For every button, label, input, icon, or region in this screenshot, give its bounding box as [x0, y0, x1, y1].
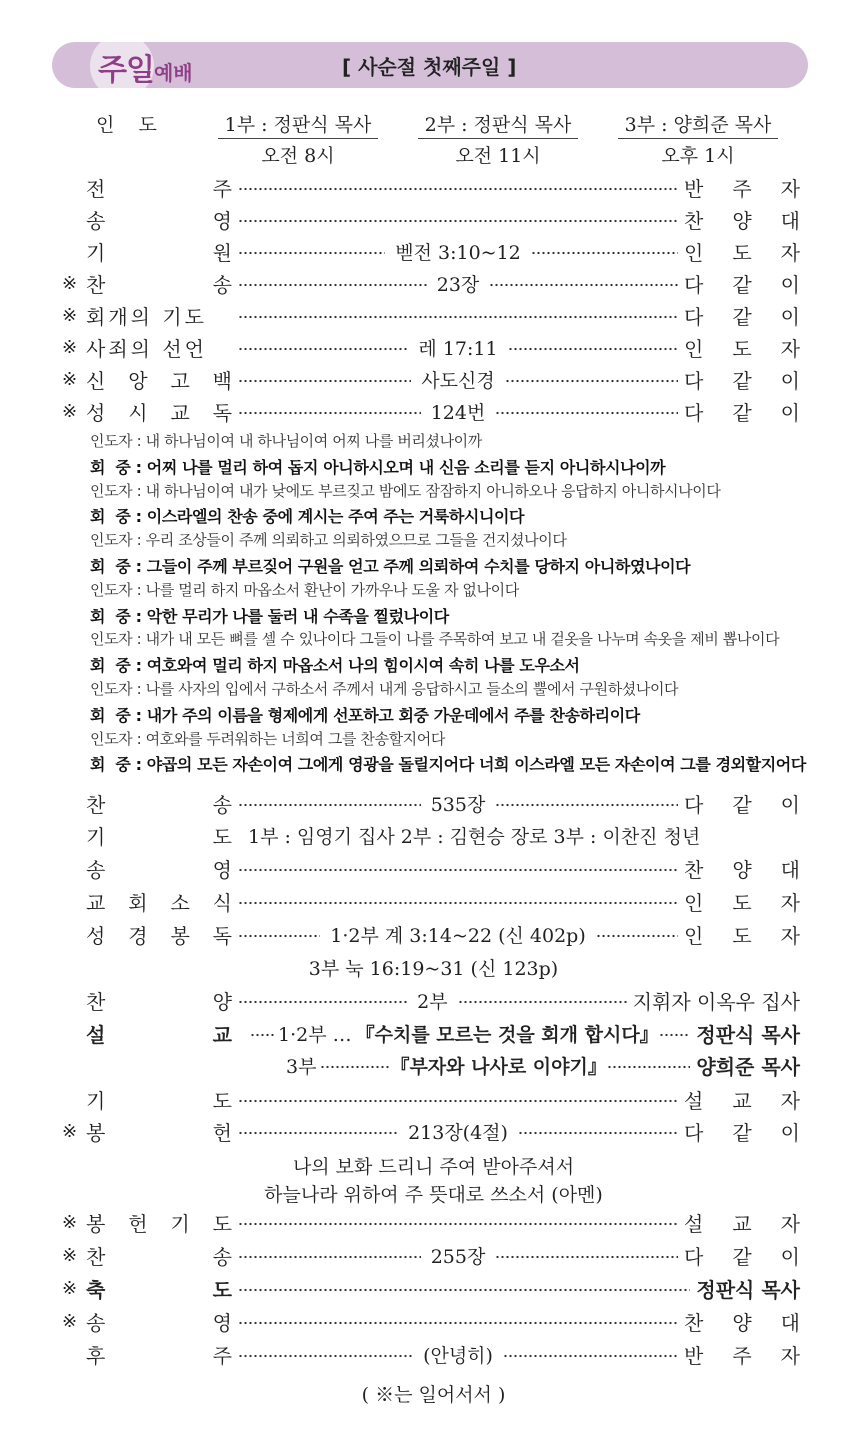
- order-right: 찬 양 대: [684, 1310, 800, 1335]
- order-label: 송 영: [86, 857, 232, 882]
- order-label: 신 앙 고 백: [86, 368, 232, 393]
- order-middle: 벧전 3:10~12: [395, 241, 521, 264]
- stand-mark: ※: [62, 368, 78, 390]
- order-row: [62, 820, 800, 850]
- order-label: 전 주: [86, 176, 232, 201]
- psalm-text: 여호와여 멀리 하지 마옵소서 나의 힘이시여 속히 나를 도우소서: [146, 656, 580, 676]
- order-label: 회개의 기도: [86, 304, 207, 329]
- psalm-leader-line: 인도자 : 우리 조상들이 주께 의뢰하고 의뢰하였으므로 그들을 건지셨나이다: [90, 531, 567, 550]
- order-label: 축 도: [86, 1277, 232, 1302]
- psalm-leader-line: 인도자 : 내가 내 모든 뼈를 셀 수 있나이다 그들이 나를 주목하여 보고 내 겉옷을 나누며 속옷을 제비 뽑나이다: [90, 630, 780, 649]
- order-label: 기 도: [86, 1088, 232, 1113]
- leader-2-when: 오전 11시: [455, 145, 541, 167]
- order-row: [62, 396, 800, 426]
- sermon-1-preacher: 정판식 목사: [696, 1022, 800, 1047]
- anthem-middle: 2부: [417, 990, 448, 1013]
- order-row: [62, 268, 800, 298]
- order-right: 다 같 이: [684, 272, 800, 297]
- leader-3-when: 오후 1시: [661, 145, 735, 167]
- stand-mark: ※: [62, 304, 78, 326]
- order-label: 성 경 봉 독: [86, 923, 232, 948]
- psalm-congregation-line: 회 중 : 여호와여 멀리 하지 마옵소서 나의 힘이시여 속히 나를 도우소서: [90, 656, 580, 676]
- order-row: [62, 788, 800, 818]
- order-right: 다 같 이: [684, 304, 800, 329]
- order-label: 찬 송: [86, 272, 232, 297]
- psalm-text: 내 하나님이여 내가 낮에도 부르짖고 밤에도 잠잠하지 아니하오나 응답하지 아니하시나이다: [145, 481, 721, 500]
- psalm-speaker: 인도자: [90, 729, 133, 748]
- sermon-1-title: 『수치를 모르는 것을 회개 합시다』: [355, 1023, 659, 1046]
- order-label: 봉 헌 기 도: [86, 1211, 232, 1236]
- psalm-leader-line: 인도자 : 내 하나님이여 내가 낮에도 부르짖고 밤에도 잠잠하지 아니하오나 응답하지 아니하시나이다: [90, 481, 721, 500]
- order-row: [62, 853, 800, 883]
- psalm-text: 야곱의 모든 자손이여 그에게 영광을 돌릴지어다 너희 이스라엘 모든 자손이여 그를 경외할지어다: [146, 755, 806, 775]
- psalm-text: 우리 조상들이 주께 의뢰하고 의뢰하였으므로 그들을 건지셨나이다: [145, 531, 567, 550]
- stand-mark: ※: [62, 1277, 78, 1299]
- order-label: 사죄의 선언: [86, 336, 207, 361]
- order-right: 다 같 이: [684, 1120, 800, 1145]
- leaders-label: 인 도: [96, 114, 157, 136]
- order-row: [62, 1339, 800, 1369]
- order-row-anthem: [62, 985, 800, 1015]
- order-middle: 1·2부 계 3:14~22 (신 402p): [330, 924, 586, 947]
- order-middle: 124번: [430, 401, 486, 424]
- order-row: [62, 364, 800, 394]
- order-right: 다 같 이: [684, 792, 800, 817]
- order-right: 설 교 자: [684, 1088, 800, 1113]
- sermon-2-prefix: 3부: [286, 1055, 317, 1078]
- psalm-speaker: 인도자: [90, 630, 133, 649]
- leader-1: [218, 110, 378, 168]
- leader-2: [418, 110, 578, 168]
- order-middle: 255장: [430, 1245, 486, 1268]
- order-label: 기 도: [86, 824, 232, 849]
- psalm-text: 이스라엘의 찬송 중에 계시는 주여 주는 거룩하시니이다: [146, 507, 525, 527]
- order-middle: 213장(4절): [408, 1121, 508, 1144]
- psalm-speaker: 회 중: [90, 755, 131, 775]
- reading-3rd-service: 3부 눅 16:19~31 (신 123p): [308, 958, 559, 980]
- order-label: 찬 송: [86, 792, 232, 817]
- sermon-label: 설 교: [86, 1022, 232, 1047]
- order-row: [62, 1084, 800, 1114]
- offering-lyric-2: 하늘나라 위하여 주 뜻대로 쓰소서 (아멘): [264, 1184, 603, 1206]
- stand-mark: ※: [62, 272, 78, 294]
- psalm-congregation-line: 회 중 : 그들이 주께 부르짖어 구원을 얻고 주께 의뢰하여 수치를 당하지 아니하였나이다: [90, 557, 691, 576]
- order-row: [62, 1273, 800, 1303]
- order-row: [62, 1240, 800, 1270]
- order-label: 송 영: [86, 1310, 232, 1335]
- psalm-speaker: 회 중: [90, 606, 131, 626]
- order-middle: (안녕히): [423, 1344, 493, 1367]
- psalm-speaker: 회 중: [90, 705, 131, 725]
- psalm-congregation-line: 회 중 : 이스라엘의 찬송 중에 계시는 주여 주는 거룩하시니이다: [90, 507, 525, 527]
- psalm-congregation-line: 회 중 : 악한 무리가 나를 둘러 내 수족을 찔렀나이다: [90, 606, 449, 626]
- order-label: 성 시 교 독: [86, 400, 232, 425]
- psalm-speaker: 회 중: [90, 457, 131, 477]
- psalm-speaker: 회 중: [90, 656, 131, 676]
- psalm-leader-line: 인도자 : 여호와를 두려워하는 너희여 그를 찬송할지어다: [90, 729, 445, 748]
- stand-mark: ※: [62, 400, 78, 422]
- order-row: [62, 1306, 800, 1336]
- psalm-text: 나를 멀리 하지 마옵소서 환난이 가까우나 도울 자 없나이다: [145, 580, 519, 599]
- psalm-congregation-line: 회 중 : 내가 주의 이름을 형제에게 선포하고 회중 가운데에서 주를 찬송하리이다: [90, 705, 640, 725]
- logo-big: 주일: [98, 53, 154, 88]
- order-right: 정판식 목사: [696, 1277, 800, 1302]
- sermon-2-title: 『부자와 나사로 이야기』: [390, 1055, 607, 1078]
- psalm-text: 내 하나님이여 내 하나님이여 어찌 나를 버리셨나이까: [145, 432, 482, 450]
- psalm-text: 나를 사자의 입에서 구하소서 주께서 내게 응답하시고 들소의 뿔에서 구원하셨나이다: [145, 680, 679, 698]
- stand-mark: ※: [62, 1244, 78, 1266]
- order-row: [62, 1207, 800, 1237]
- order-row: [62, 1116, 800, 1146]
- order-right: 인 도 자: [684, 923, 800, 948]
- psalm-congregation-line: 회 중 : 어찌 나를 멀리 하여 돕지 아니하시오며 내 신음 소리를 듣지 아니하시나이까: [90, 457, 666, 477]
- order-row: [62, 172, 800, 202]
- order-middle: 1부 : 임영기 집사 2부 : 김현승 장로 3부 : 이찬진 청년: [248, 825, 701, 848]
- order-row: [62, 300, 800, 330]
- order-row: [62, 886, 800, 916]
- offering-lyric-1: 나의 보화 드리니 주여 받아주셔서: [292, 1156, 575, 1178]
- psalm-speaker: 인도자: [90, 580, 133, 599]
- psalm-speaker: 인도자: [90, 531, 133, 550]
- leaders-section: [90, 110, 790, 170]
- psalm-leader-line: 인도자 : 나를 사자의 입에서 구하소서 주께서 내게 응답하시고 들소의 뿔에서 구원하셨나이다: [90, 680, 679, 698]
- footnote: ( ※는 일어서서 ): [361, 1384, 506, 1406]
- psalm-speaker: 회 중: [90, 557, 131, 576]
- psalm-speaker: 인도자: [90, 680, 133, 698]
- logo: [98, 45, 193, 89]
- page-title: [ 사순절 첫째주일 ]: [342, 55, 517, 79]
- order-right: 설 교 자: [684, 1211, 800, 1236]
- order-label: 봉 헌: [86, 1120, 232, 1145]
- order-label: 찬 송: [86, 1244, 232, 1269]
- order-label: 후 주: [86, 1343, 232, 1368]
- order-row: [62, 919, 800, 949]
- order-row: [62, 332, 800, 362]
- order-right: 찬 양 대: [684, 857, 800, 882]
- order-right: 찬 양 대: [684, 208, 800, 233]
- psalm-leader-line: 인도자 : 나를 멀리 하지 마옵소서 환난이 가까우나 도울 자 없나이다: [90, 580, 519, 599]
- sermon-2-preacher: 양희준 목사: [696, 1054, 800, 1079]
- anthem-label: 찬 양: [86, 989, 232, 1014]
- order-right: 인 도 자: [684, 240, 800, 265]
- order-right: 다 같 이: [684, 1244, 800, 1269]
- order-label: 교 회 소 식: [86, 890, 232, 915]
- logo-small: 예배: [153, 61, 193, 85]
- order-middle: 사도신경: [421, 369, 495, 392]
- leader-1-who: 1부 : 정판식 목사: [218, 110, 378, 139]
- leader-3-who: 3부 : 양희준 목사: [618, 110, 778, 139]
- order-right: 다 같 이: [684, 400, 800, 425]
- sermon-1-prefix: 1·2부 …: [278, 1023, 352, 1046]
- order-label: 송 영: [86, 208, 232, 233]
- order-right: 반 주 자: [684, 176, 800, 201]
- psalm-congregation-line: 회 중 : 야곱의 모든 자손이여 그에게 영광을 돌릴지어다 너희 이스라엘 모든 자손이여 그를 경외할지어다: [90, 755, 806, 775]
- leader-3: [618, 110, 778, 168]
- psalm-text: 여호와를 두려워하는 너희여 그를 찬송할지어다: [145, 729, 445, 748]
- order-middle: 23장: [436, 273, 480, 296]
- order-row-sermon: [62, 1018, 800, 1048]
- psalm-text: 내가 내 모든 뼈를 셀 수 있나이다 그들이 나를 주목하여 보고 내 겉옷을 나누며 속옷을 제비 뽑나이다: [145, 630, 780, 649]
- stand-mark: ※: [62, 1310, 78, 1332]
- header-banner: [52, 42, 808, 88]
- anthem-right: 지휘자 이옥우 집사: [632, 989, 800, 1014]
- stand-mark: ※: [62, 1120, 78, 1142]
- psalm-text: 내가 주의 이름을 형제에게 선포하고 회중 가운데에서 주를 찬송하리이다: [146, 705, 640, 725]
- order-right: 인 도 자: [684, 890, 800, 915]
- order-right: 다 같 이: [684, 368, 800, 393]
- psalm-speaker: 회 중: [90, 507, 131, 527]
- stand-mark: ※: [62, 336, 78, 358]
- leader-2-who: 2부 : 정판식 목사: [418, 110, 578, 139]
- psalm-text: 그들이 주께 부르짖어 구원을 얻고 주께 의뢰하여 수치를 당하지 아니하였나이다: [146, 557, 691, 576]
- order-middle: 레 17:11: [418, 337, 498, 360]
- order-right: 인 도 자: [684, 336, 800, 361]
- order-row-sermon-3rd: [62, 1050, 800, 1080]
- order-row: [62, 204, 800, 234]
- psalm-leader-line: 인도자 : 내 하나님이여 내 하나님이여 어찌 나를 버리셨나이까: [90, 432, 482, 450]
- order-right: 반 주 자: [684, 1343, 800, 1368]
- psalm-speaker: 인도자: [90, 481, 133, 500]
- order-middle: 535장: [430, 793, 486, 816]
- order-row: [62, 236, 800, 266]
- psalm-speaker: 인도자: [90, 432, 133, 450]
- psalm-text: 어찌 나를 멀리 하여 돕지 아니하시오며 내 신음 소리를 듣지 아니하시나이까: [146, 457, 666, 477]
- stand-mark: ※: [62, 1211, 78, 1233]
- leader-1-when: 오전 8시: [261, 145, 335, 167]
- order-label: 기 원: [86, 240, 232, 265]
- psalm-text: 악한 무리가 나를 둘러 내 수족을 찔렀나이다: [146, 606, 449, 626]
